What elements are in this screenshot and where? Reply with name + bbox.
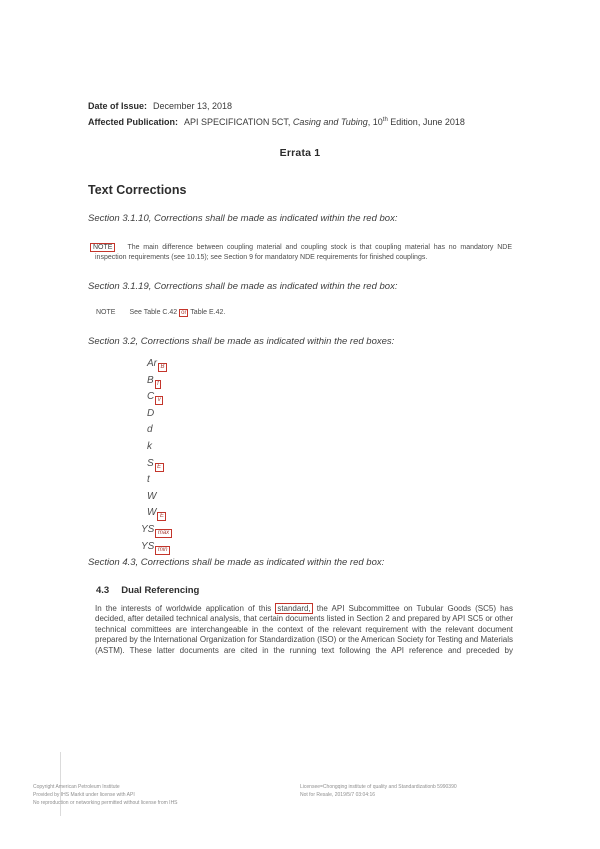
no-reproduction-line: No reproduction or networking permitted without license from IHS bbox=[33, 800, 178, 806]
correction-box-subscript: B bbox=[158, 363, 167, 372]
correction-box-subscript: E bbox=[155, 463, 164, 472]
note-label-redboxed: NOTE bbox=[90, 243, 115, 252]
symbol-main: YS bbox=[141, 523, 155, 535]
publication-edition-post: Edition, June 2018 bbox=[387, 116, 465, 127]
note-label: NOTE bbox=[96, 309, 116, 316]
publication-title-italic: Casing and Tubing bbox=[292, 116, 368, 127]
affected-publication-label: Affected Publication: bbox=[88, 116, 179, 127]
section-4-3-paragraph bbox=[95, 604, 513, 656]
correction-box-standard: standard, bbox=[277, 604, 311, 613]
symbol-main: t bbox=[147, 474, 150, 486]
note-3-1-10-text: The main difference between coupling material and coupling stock is that coupling material has no mandatory NDE inspection requirements (see 10.15); see Section 9 for mandatory NDE requirements for finished couplings. bbox=[95, 244, 512, 261]
date-of-issue-value: December 13, 2018 bbox=[153, 101, 233, 111]
section-4-3-heading bbox=[96, 585, 199, 596]
note-3-1-19-post: Table E.42. bbox=[188, 309, 226, 316]
document-header bbox=[88, 100, 465, 129]
symbol-row bbox=[147, 408, 172, 425]
section-3-1-19-intro: Section 3.1.19, Corrections shall be made as indicated within the red box: bbox=[88, 281, 398, 292]
symbol-main: S bbox=[147, 457, 154, 469]
footer-copyright bbox=[33, 783, 178, 807]
symbol-main: C bbox=[147, 391, 155, 403]
edition-ordinal-superscript: th bbox=[382, 116, 388, 123]
not-for-resale-line: Not for Resale, 2019/5/7 03:04:16 bbox=[300, 792, 376, 798]
provided-by-line: Provided by IHS Markit under license with API bbox=[33, 792, 135, 798]
date-of-issue-line bbox=[88, 100, 465, 114]
symbol-main: Ar bbox=[147, 358, 157, 369]
symbol-main: W bbox=[147, 490, 157, 502]
symbol-row bbox=[147, 424, 172, 441]
correction-box-or: or bbox=[181, 310, 187, 316]
correction-box-subscript: min bbox=[155, 546, 170, 555]
symbols-list bbox=[141, 358, 172, 557]
symbol-row bbox=[141, 541, 172, 558]
section-4-3-intro: Section 4.3, Corrections shall be made as indicated within the red box: bbox=[88, 557, 385, 568]
correction-box-subscript: v bbox=[155, 396, 163, 405]
symbol-row bbox=[141, 524, 172, 541]
text-corrections-heading: Text Corrections bbox=[88, 183, 187, 197]
symbol-main: D bbox=[147, 407, 155, 419]
symbol-row bbox=[147, 507, 172, 524]
section-3-2-intro: Section 3.2, Corrections shall be made as indicated within the red boxes: bbox=[88, 336, 395, 347]
symbol-row bbox=[147, 491, 172, 508]
symbol-main: YS bbox=[141, 540, 155, 552]
symbol-row bbox=[147, 358, 172, 375]
errata-title: Errata 1 bbox=[279, 147, 321, 159]
symbol-main: d bbox=[147, 424, 153, 436]
section-number: 4.3 bbox=[96, 585, 110, 596]
paragraph-post: the API Subcommittee on Tubular Goods (SC5) has decided, after detailed technical analysis, that certain documents listed in Section 2 and prepared by API SC5 or other technical committees are interchangeable in the context of the relevant requirement with the relevant document prepared by the International Organization for Standardization (ISO) or the American Society for Testing and Materials (ASTM). These latter documents are cited in the running text following the API reference and preceded by bbox=[95, 604, 513, 655]
symbol-row bbox=[147, 375, 172, 392]
section-title: Dual Referencing bbox=[121, 585, 200, 596]
date-of-issue-label: Date of Issue: bbox=[88, 101, 148, 111]
copyright-line: Copyright American Petroleum Institute bbox=[33, 784, 120, 790]
correction-box-subscript: E bbox=[157, 512, 166, 521]
symbol-row bbox=[147, 441, 172, 458]
symbol-main: B bbox=[147, 374, 154, 386]
symbol-row bbox=[147, 474, 172, 491]
footer-license bbox=[300, 783, 457, 799]
symbol-row bbox=[147, 458, 172, 475]
note-3-1-19-pre: See Table C.42 bbox=[129, 309, 180, 316]
note-3-1-10 bbox=[95, 243, 512, 262]
correction-box-subscript: max bbox=[155, 529, 171, 538]
publication-edition-pre: , 10 bbox=[367, 116, 383, 127]
paragraph-pre: In the interests of worldwide application of this bbox=[95, 604, 276, 613]
note-3-1-19 bbox=[96, 309, 225, 316]
symbol-main: W bbox=[147, 507, 157, 519]
correction-box-subscript: f bbox=[155, 380, 162, 389]
section-3-1-10-intro: Section 3.1.10, Corrections shall be made as indicated within the red box: bbox=[88, 213, 398, 224]
publication-name: API SPECIFICATION 5CT, bbox=[184, 116, 293, 127]
affected-publication-line bbox=[88, 114, 465, 130]
symbol-row bbox=[147, 391, 172, 408]
licensee-line: Licensee=Chongqing institute of quality and Standardizationb 5990390 bbox=[300, 784, 457, 790]
symbol-main: k bbox=[147, 440, 152, 452]
